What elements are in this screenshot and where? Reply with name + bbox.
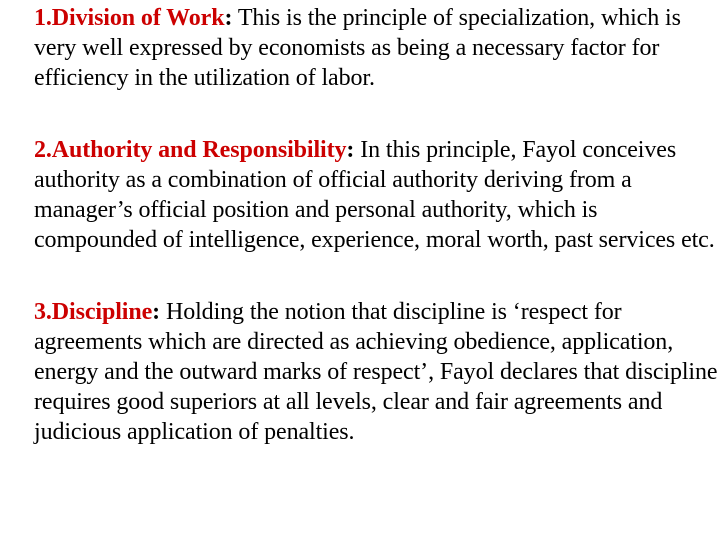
principle-separator: : [224,5,233,31]
principle-separator: : [152,299,161,325]
principle-term: 1.Division of Work [34,5,225,31]
principle-division-of-work [34,3,718,93]
slide-content [34,3,718,447]
principle-term: 2.Authority and Responsibility [34,137,347,163]
principle-description: This is the principle of specialization, which is very well expressed by economists as being a necessary factor for efficiency in the utilization of labor. [34,5,681,91]
principle-description: In this principle, Fayol conceives authority as a combination of official authority deriving from a manager’s official position and personal authority, which is compounded of intelligence, experience, moral worth, past services etc. [34,137,715,253]
principle-description: Holding the notion that discipline is ‘respect for agreements which are directed as achieving obedience, application, energy and the outward marks of respect’, Fayol declares that discipline requires good superiors at all levels, clear and fair agreements and judicious application of penalties. [34,299,718,445]
principle-authority-and-responsibility [34,135,718,255]
principle-term: 3.Discipline [34,299,153,325]
principle-discipline [34,297,718,447]
principle-separator: : [346,137,355,163]
